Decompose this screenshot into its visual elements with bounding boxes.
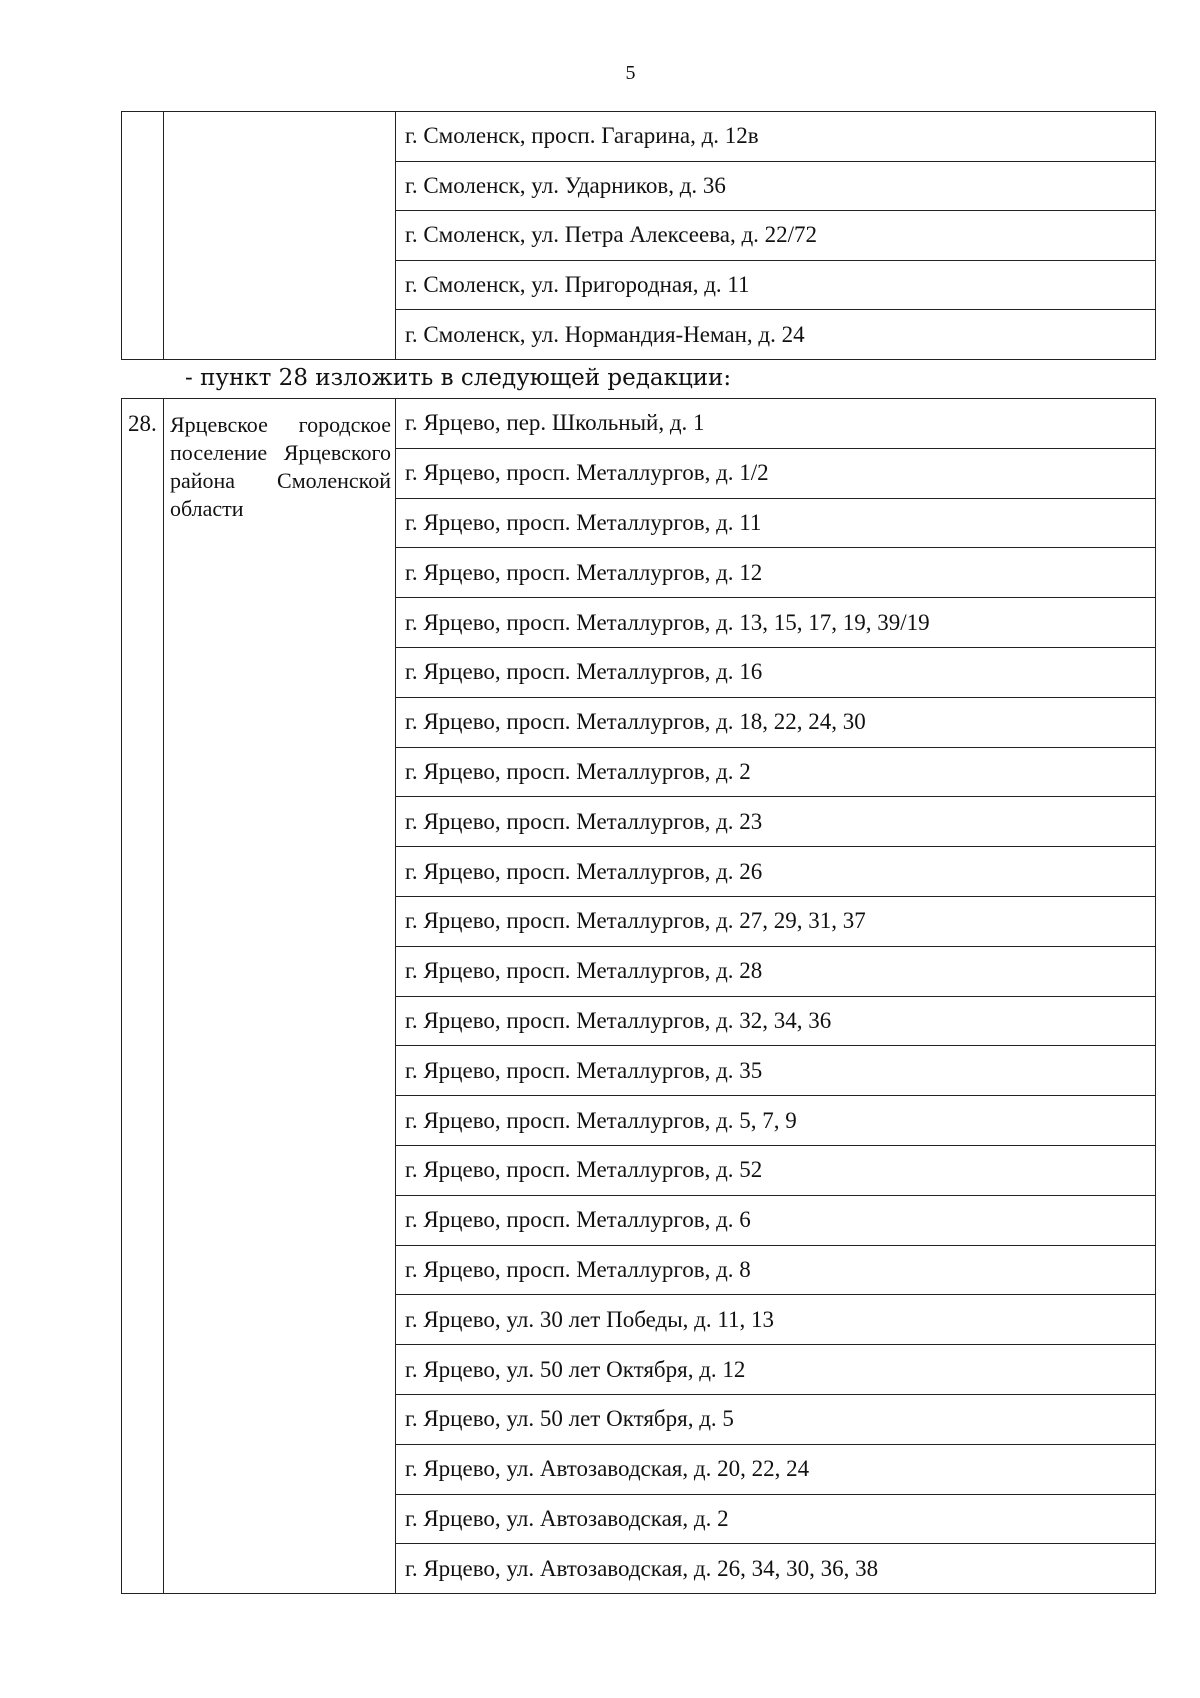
- address-cell: г. Ярцево, просп. Металлургов, д. 8: [396, 1245, 1156, 1295]
- address-table-item-28-body: [122, 399, 1156, 1594]
- address-cell: г. Ярцево, ул. 50 лет Октября, д. 12: [396, 1345, 1156, 1395]
- address-cell: г. Ярцево, просп. Металлургов, д. 12: [396, 548, 1156, 598]
- address-cell: г. Ярцево, просп. Металлургов, д. 23: [396, 797, 1156, 847]
- municipality-cell: Ярцевское городское поселение Ярцевского района Смоленской области: [164, 399, 396, 1594]
- address-cell: г. Ярцево, просп. Металлургов, д. 18, 22, 24, 30: [396, 697, 1156, 747]
- address-cell: г. Ярцево, просп. Металлургов, д. 32, 34, 36: [396, 996, 1156, 1046]
- address-cell: г. Ярцево, ул. Автозаводская, д. 26, 34, 30, 36, 38: [396, 1544, 1156, 1594]
- address-cell: г. Ярцево, просп. Металлургов, д. 35: [396, 1046, 1156, 1096]
- address-cell: г. Ярцево, просп. Металлургов, д. 27, 29, 31, 37: [396, 896, 1156, 946]
- address-cell: г. Ярцево, просп. Металлургов, д. 52: [396, 1145, 1156, 1195]
- address-cell: г. Ярцево, просп. Металлургов, д. 6: [396, 1195, 1156, 1245]
- address-cell: г. Ярцево, ул. 30 лет Победы, д. 11, 13: [396, 1295, 1156, 1345]
- address-table-item-28: [121, 398, 1156, 1594]
- address-cell: г. Ярцево, ул. 50 лет Октября, д. 5: [396, 1394, 1156, 1444]
- address-cell: г. Ярцево, просп. Металлургов, д. 1/2: [396, 448, 1156, 498]
- number-cell: [122, 112, 164, 360]
- address-cell: г. Ярцево, просп. Металлургов, д. 2: [396, 747, 1156, 797]
- address-cell: г. Ярцево, просп. Металлургов, д. 13, 15, 17, 19, 39/19: [396, 598, 1156, 648]
- table-row: [122, 112, 1156, 162]
- page-number: 5: [625, 62, 636, 84]
- address-cell: г. Смоленск, просп. Гагарина, д. 12в: [396, 112, 1156, 162]
- municipality-cell: [164, 112, 396, 360]
- address-cell: г. Ярцево, просп. Металлургов, д. 11: [396, 498, 1156, 548]
- address-table-continued-body: [122, 112, 1156, 360]
- address-cell: г. Ярцево, пер. Школьный, д. 1: [396, 399, 1156, 449]
- address-cell: г. Ярцево, просп. Металлургов, д. 5, 7, 9: [396, 1096, 1156, 1146]
- address-cell: г. Ярцево, просп. Металлургов, д. 26: [396, 847, 1156, 897]
- table-row: [122, 399, 1156, 449]
- address-cell: г. Ярцево, ул. Автозаводская, д. 2: [396, 1494, 1156, 1544]
- address-table-continued: [121, 111, 1156, 360]
- address-cell: г. Ярцево, просп. Металлургов, д. 28: [396, 946, 1156, 996]
- item-number-cell: 28.: [122, 399, 164, 1594]
- address-cell: г. Смоленск, ул. Петра Алексеева, д. 22/72: [396, 211, 1156, 261]
- instruction-text: - пункт 28 изложить в следующей редакции:: [185, 365, 732, 391]
- address-cell: г. Смоленск, ул. Пригородная, д. 11: [396, 260, 1156, 310]
- address-cell: г. Смоленск, ул. Нормандия-Неман, д. 24: [396, 310, 1156, 360]
- address-cell: г. Ярцево, просп. Металлургов, д. 16: [396, 647, 1156, 697]
- address-cell: г. Ярцево, ул. Автозаводская, д. 20, 22, 24: [396, 1444, 1156, 1494]
- address-cell: г. Смоленск, ул. Ударников, д. 36: [396, 161, 1156, 211]
